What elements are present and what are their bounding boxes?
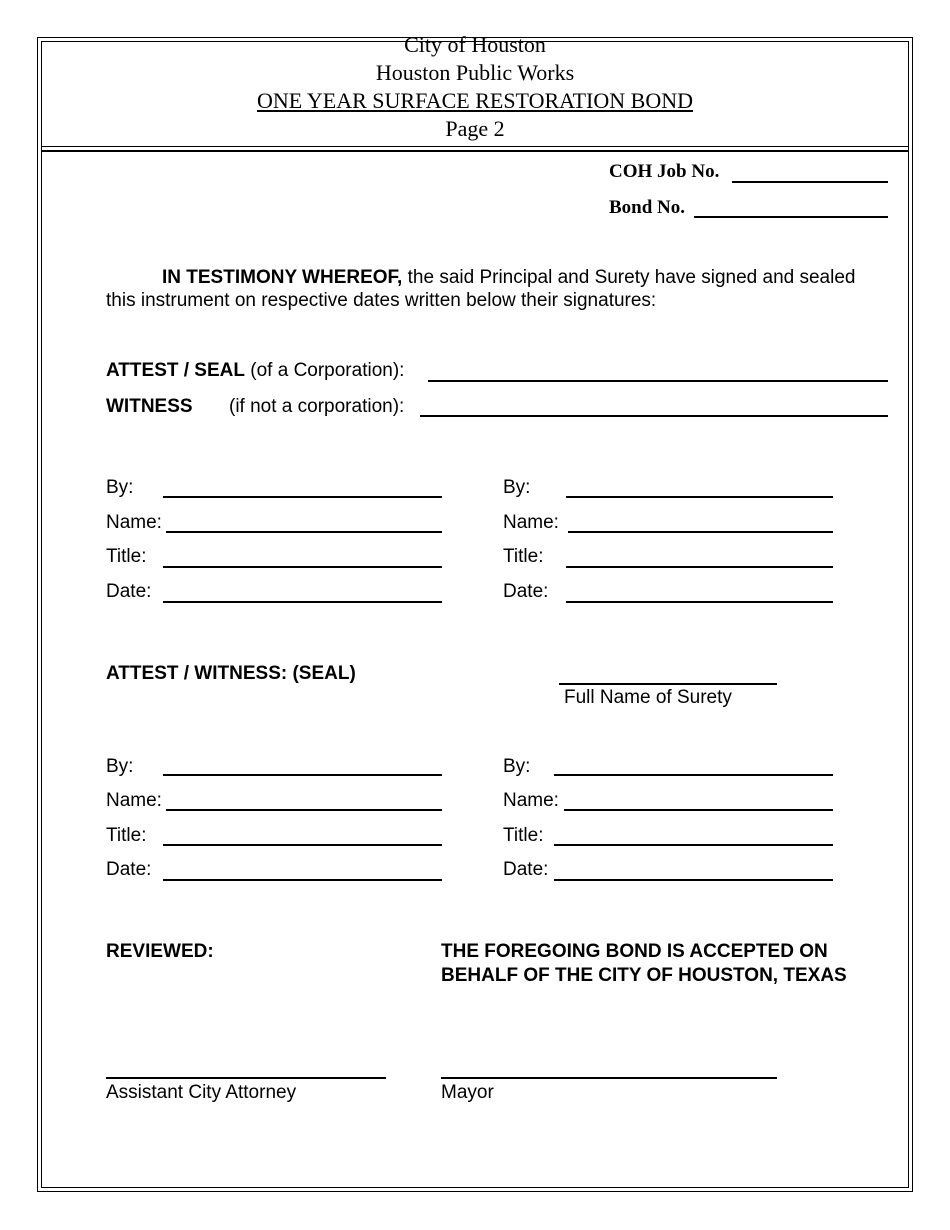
testimony-paragraph <box>106 266 866 312</box>
principal-name-field[interactable] <box>166 531 442 533</box>
attest-seal-bold: ATTEST / SEAL <box>106 360 245 381</box>
principal2-date-field[interactable] <box>566 601 833 603</box>
surety-name-label: Full Name of Surety <box>564 687 732 708</box>
principal2-title-field[interactable] <box>566 566 833 568</box>
principal-date-label: Date: <box>106 581 152 602</box>
surety2-name-field[interactable] <box>564 809 833 811</box>
testimony-lead: IN TESTIMONY WHEREOF, <box>162 267 403 288</box>
header-city: City of Houston <box>404 32 546 57</box>
principal-title-label: Title: <box>106 546 147 567</box>
accepted-line-2: BEHALF OF THE CITY OF HOUSTON, TEXAS <box>441 965 847 986</box>
attest-seal-rest: (of a Corporation): <box>250 360 405 381</box>
principal-title-field[interactable] <box>163 566 442 568</box>
principal2-name-field[interactable] <box>568 531 833 533</box>
principal2-title-label: Title: <box>503 546 544 567</box>
surety-by-field[interactable] <box>163 774 442 776</box>
bond-no-field[interactable] <box>694 216 888 218</box>
surety2-title-label: Title: <box>503 825 544 846</box>
bond-no-label: Bond No. <box>609 197 686 218</box>
accepted-line-1: THE FOREGOING BOND IS ACCEPTED ON <box>441 941 828 962</box>
header-rule-thick <box>41 150 909 152</box>
attorney-signature-field[interactable] <box>106 1077 386 1079</box>
surety-by-label: By: <box>106 756 134 777</box>
principal2-by-label: By: <box>503 477 531 498</box>
page-border-inner <box>41 41 909 1188</box>
principal2-date-label: Date: <box>503 581 549 602</box>
principal-by-field[interactable] <box>163 496 442 498</box>
mayor-label: Mayor <box>441 1082 494 1103</box>
reviewed-label: REVIEWED: <box>106 941 214 962</box>
surety-date-field[interactable] <box>163 879 442 881</box>
witness-label: WITNESS <box>106 396 193 417</box>
surety-title-label: Title: <box>106 825 147 846</box>
mayor-signature-field[interactable] <box>441 1077 777 1079</box>
job-no-field[interactable] <box>732 181 888 183</box>
principal-name-label: Name: <box>106 512 162 533</box>
bond-title-text: ONE YEAR SURFACE RESTORATION BOND <box>257 88 693 113</box>
attest-seal-label <box>106 359 404 383</box>
witness-field[interactable] <box>420 415 888 417</box>
attest-seal-field[interactable] <box>428 380 888 382</box>
surety-name-field-left[interactable] <box>166 809 442 811</box>
header-bond-title <box>0 87 950 115</box>
principal2-by-field[interactable] <box>566 496 833 498</box>
header-rule-thin <box>41 146 909 147</box>
attest-witness-seal-label: ATTEST / WITNESS: (SEAL) <box>106 663 356 684</box>
surety2-date-field[interactable] <box>554 879 833 881</box>
header-department: Houston Public Works <box>375 60 575 85</box>
header-page-number: Page 2 <box>445 116 505 141</box>
job-no-label: COH Job No. <box>609 161 720 182</box>
surety-title-field[interactable] <box>163 844 442 846</box>
surety-date-label: Date: <box>106 859 152 880</box>
attorney-label: Assistant City Attorney <box>106 1082 297 1103</box>
principal-by-label: By: <box>106 477 134 498</box>
surety-name-label-left: Name: <box>106 790 162 811</box>
principal2-name-label: Name: <box>503 512 559 533</box>
surety2-title-field[interactable] <box>554 844 833 846</box>
principal-date-field[interactable] <box>163 601 442 603</box>
surety2-date-label: Date: <box>503 859 549 880</box>
surety2-by-label: By: <box>503 756 531 777</box>
surety-name-field[interactable] <box>559 683 777 685</box>
surety2-name-label: Name: <box>503 790 559 811</box>
witness-qualifier: (if not a corporation): <box>229 396 405 417</box>
testimony-body: the said Principal and Surety have signed and sealed this instrument on respective dates written below their signatures: <box>106 267 856 311</box>
surety2-by-field[interactable] <box>554 774 833 776</box>
